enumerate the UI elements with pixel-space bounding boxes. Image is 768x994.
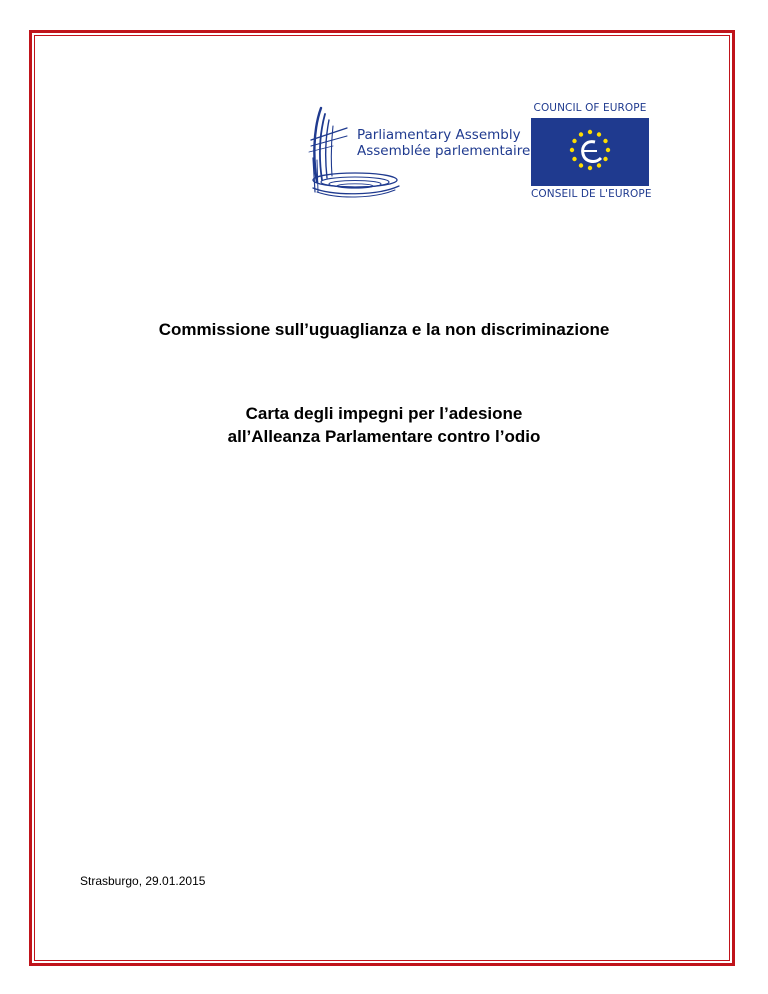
- committee-name: Commissione sull’uguaglianza e la non discriminazione: [158, 320, 610, 339]
- pace-name-fr: Assemblée parlementaire: [357, 143, 531, 159]
- coe-name-fr: CONSEIL DE L'EUROPE: [531, 188, 652, 200]
- coe-flag: [531, 118, 649, 186]
- coe-name-en: COUNCIL OF EUROPE: [533, 102, 647, 114]
- document-title: [0, 402, 768, 448]
- place-date: Strasburgo, 29.01.2015: [80, 874, 206, 888]
- pace-logo-text: [357, 127, 530, 159]
- title-line-1: Carta degli impegni per l’adesione: [245, 404, 523, 423]
- pace-name-en: Parliamentary Assembly: [357, 127, 521, 143]
- pace-logo: [303, 100, 531, 200]
- coe-stars-icon: [531, 118, 649, 186]
- title-line-2: all’Alleanza Parlamentare contro l’odio: [227, 427, 541, 446]
- coe-logo: [531, 102, 652, 202]
